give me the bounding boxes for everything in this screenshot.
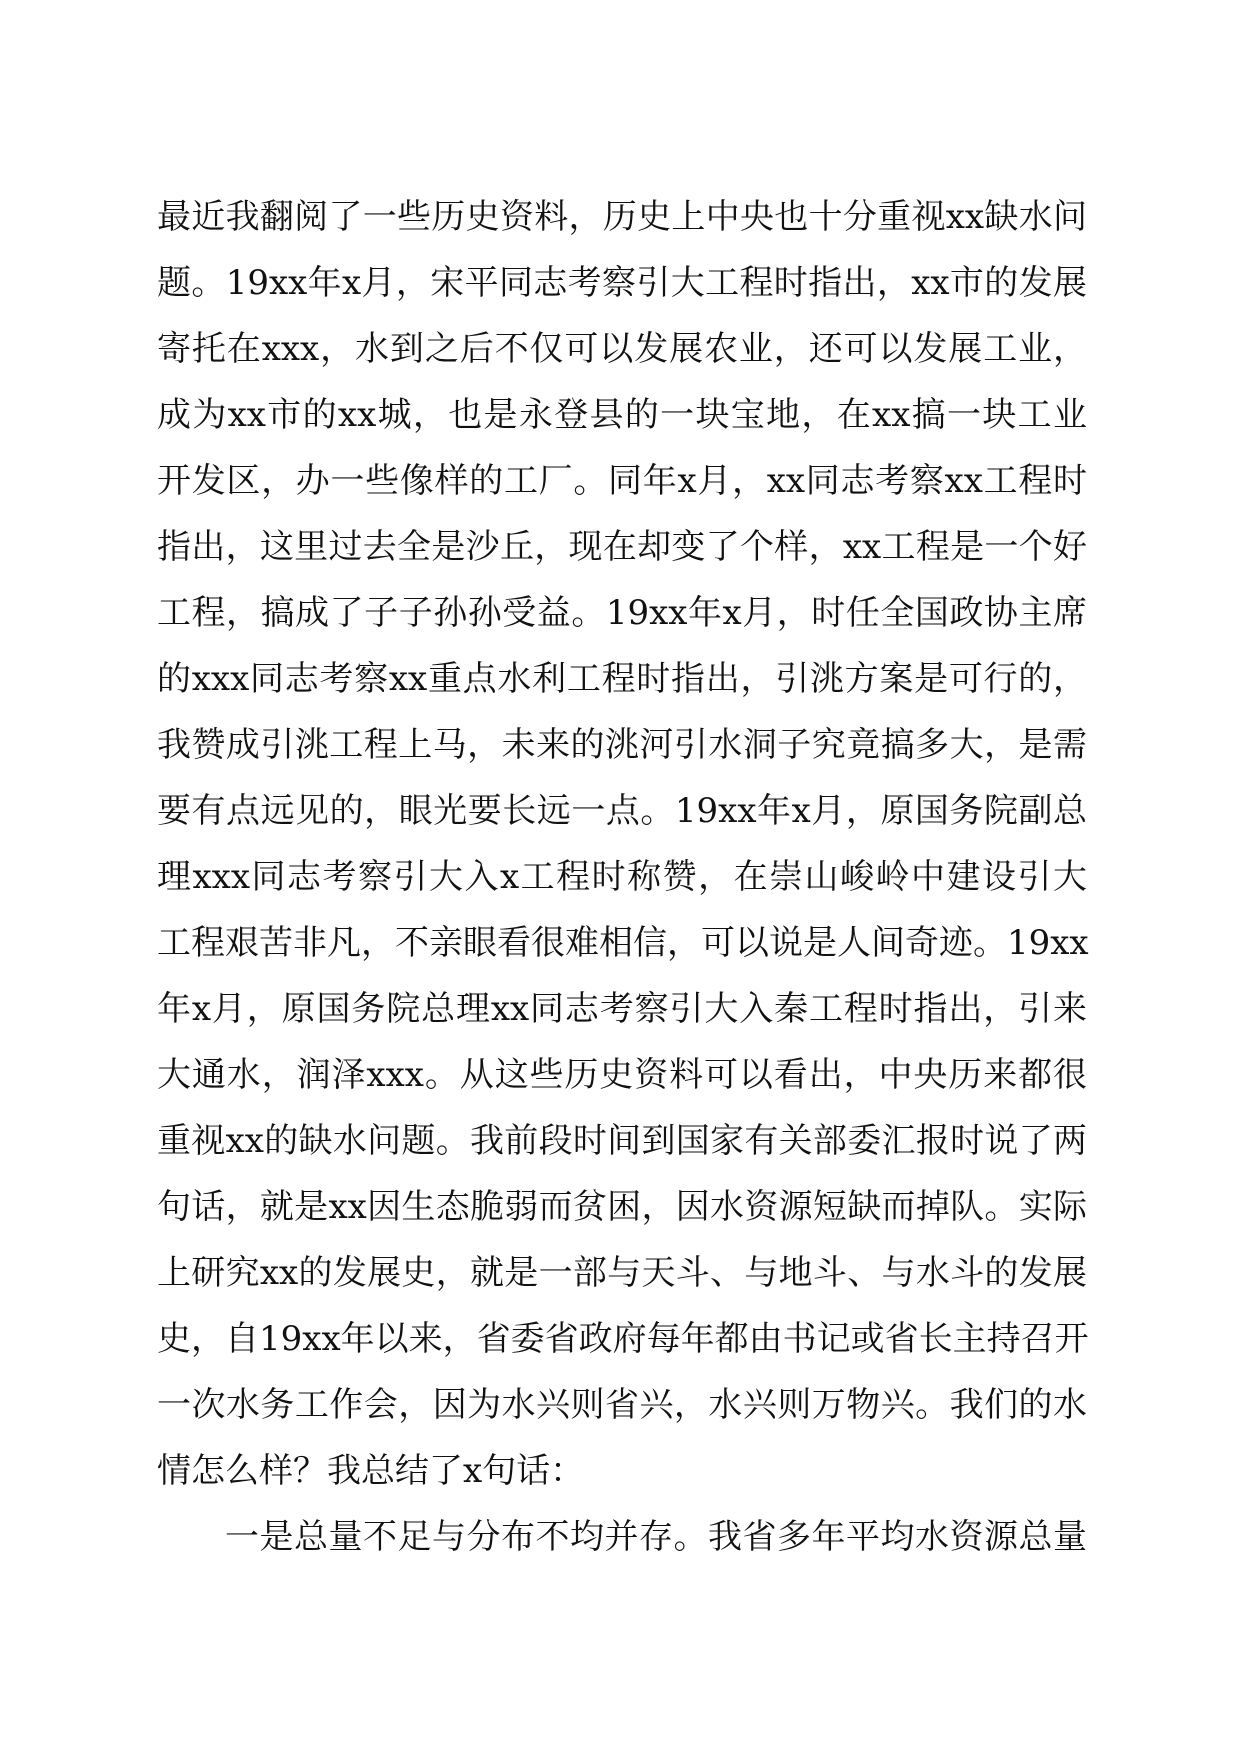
text-line: 重视xx的缺水问题。我前段时间到国家有关部委汇报时说了两 <box>157 1121 1087 1161</box>
text-line: 要有点远见的，眼光要长远一点。19xx年x月，原国务院副总 <box>157 791 1087 831</box>
text-line: 工程艰苦非凡，不亲眼看很难相信，可以说是人间奇迹。19xx <box>157 923 1089 963</box>
paragraph-end-line: 情怎么样？我总结了x句话： <box>157 1451 585 1491</box>
text-line: 最近我翻阅了一些历史资料，历史上中央也十分重视xx缺水问 <box>157 197 1087 237</box>
paragraph-first-line: 一是总量不足与分布不均并存。我省多年平均水资源总量 <box>225 1517 1087 1557</box>
text-line: 年x月，原国务院总理xx同志考察引大入秦工程时指出，引来 <box>157 989 1087 1029</box>
text-line: 我赞成引洮工程上马，未来的洮河引水洞子究竟搞多大，是需 <box>157 725 1087 765</box>
text-line: 上研究xx的发展史，就是一部与天斗、与地斗、与水斗的发展 <box>157 1253 1087 1293</box>
text-line: 寄托在xxx，水到之后不仅可以发展农业，还可以发展工业， <box>157 329 1087 369</box>
text-line: 大通水，润泽xxx。从这些历史资料可以看出，中央历来都很 <box>157 1055 1087 1095</box>
text-line: 句话，就是xx因生态脆弱而贫困，因水资源短缺而掉队。实际 <box>157 1187 1087 1227</box>
body-text <box>157 184 1087 1570</box>
text-line: 的xxx同志考察xx重点水利工程时指出，引洮方案是可行的， <box>157 659 1087 699</box>
text-line: 理xxx同志考察引大入x工程时称赞，在崇山峻岭中建设引大 <box>157 857 1087 897</box>
text-line: 史，自19xx年以来，省委省政府每年都由书记或省长主持召开 <box>157 1319 1089 1359</box>
text-line: 题。19xx年x月，宋平同志考察引大工程时指出，xx市的发展 <box>157 263 1087 303</box>
text-line: 一次水务工作会，因为水兴则省兴，水兴则万物兴。我们的水 <box>157 1385 1087 1425</box>
text-line: 开发区，办一些像样的工厂。同年x月，xx同志考察xx工程时 <box>157 461 1087 501</box>
text-line: 工程，搞成了子子孙孙受益。19xx年x月，时任全国政协主席 <box>157 593 1087 633</box>
text-line: 指出，这里过去全是沙丘，现在却变了个样，xx工程是一个好 <box>157 527 1087 567</box>
text-line: 成为xx市的xx城，也是永登县的一块宝地，在xx搞一块工业 <box>157 395 1087 435</box>
